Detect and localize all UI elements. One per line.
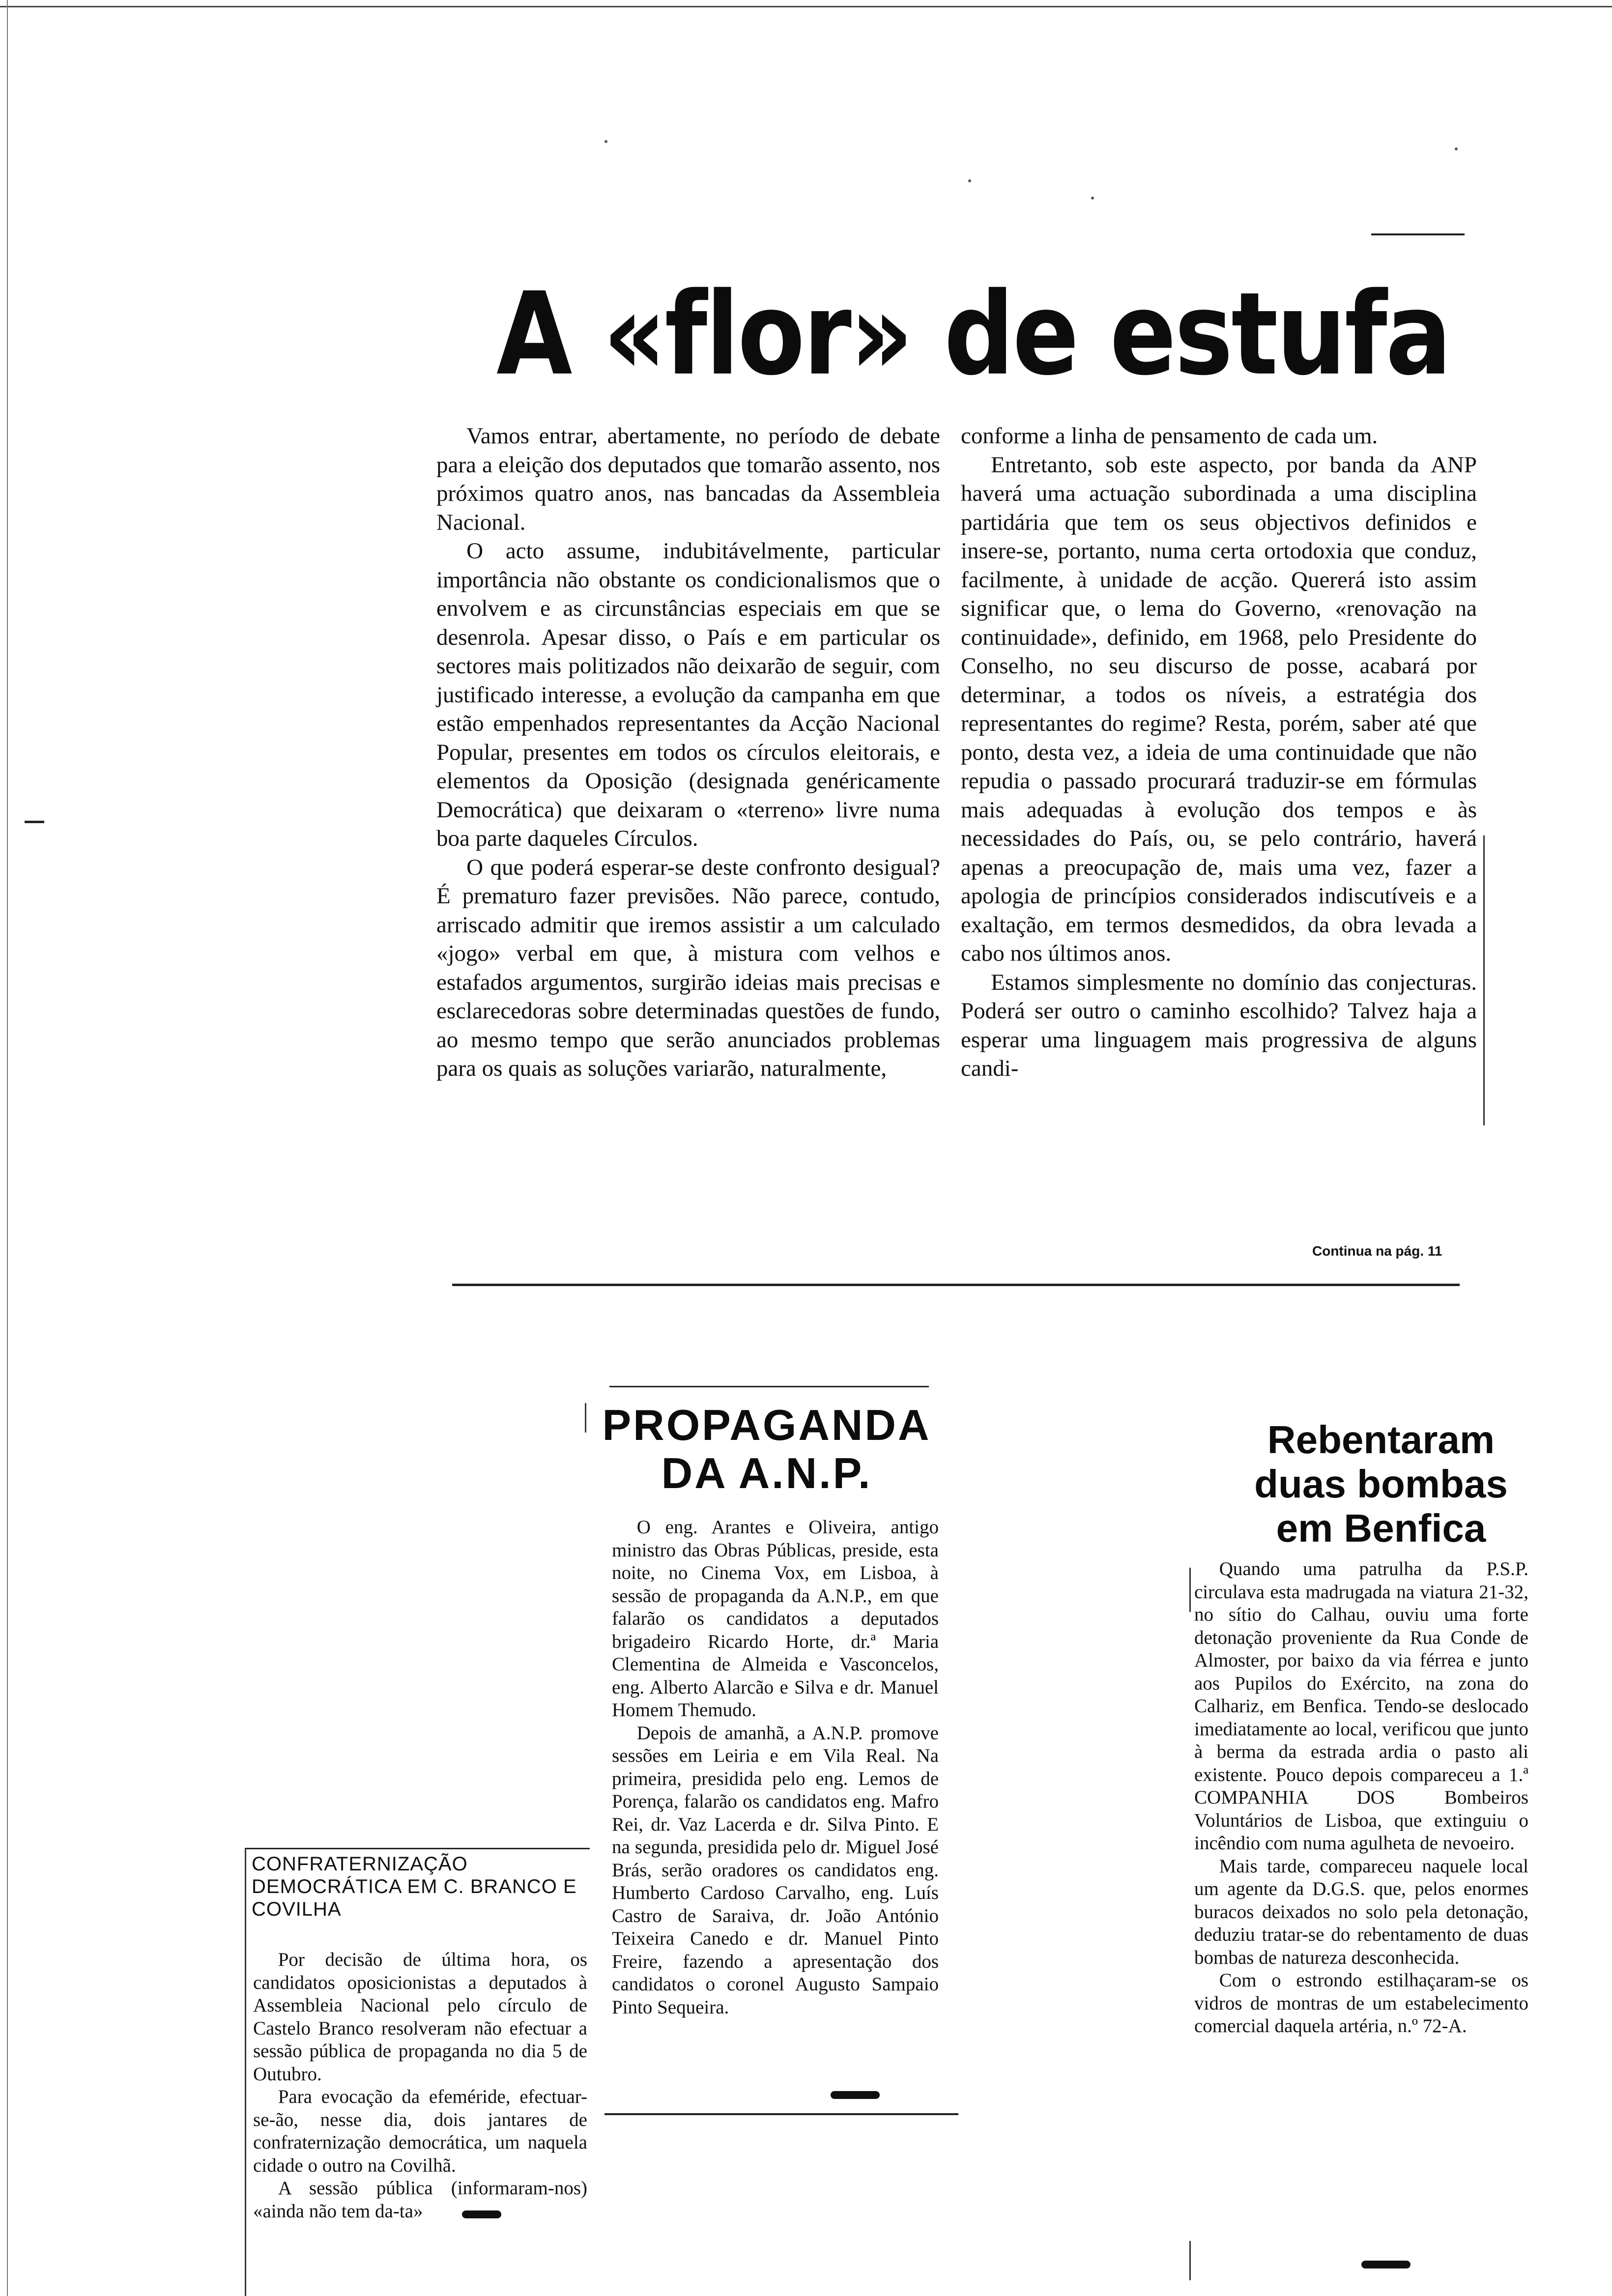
bombas-side-rule-lower (1189, 2241, 1191, 2280)
propaganda-top-rule (609, 1386, 929, 1387)
paragraph: conforme a linha de pensamento de cada um. (961, 423, 1378, 449)
confraternizacao-title: CONFRATERNIZAÇÃO DEMOCRÁTICA EM C. BRANCO E COVILHA (252, 1853, 577, 1920)
propaganda-bottom-rule (604, 2113, 958, 2115)
headline: A «flor» de estufa (496, 268, 1450, 401)
main-article-bottom-rule (452, 1284, 1460, 1286)
paragraph: Quando uma patrulha da P.S.P. circulava esta madrugada na viatura 21-32, no sítio do Calhau, ouviu uma forte detonação proveniente da Rua Conde de Almoster, por baixo da via férrea e junto aos Pupilos do Exército, na zona do Calhariz, em Benfica. Tendo-se deslocado imediatamente ao local, verificou que junto à berma da estrada ardia o pasto ali existente. Pouco depois compareceu a 1.ª COMPANHIA DOS Bombeiros Voluntários de Lisboa, que extinguiu o incêndio com numa agulheta de nevoeiro. (1194, 1558, 1528, 1854)
end-mark (1361, 2261, 1410, 2268)
paragraph: A sessão pública (informaram-nos) «ainda não tem da-ta» (253, 2178, 587, 2222)
paragraph: Para evocação da efeméride, efectuar-se-ão, nesse dia, dois jantares de confraternização democrática, um naquela cidade o outro na Covilhã. (253, 2086, 587, 2176)
paragraph: Com o estrondo estilhaçaram-se os vidros de montras de um estabelecimento comercial daquela artéria, n.º 72-A. (1194, 1970, 1528, 2037)
top-rule (0, 6, 1612, 7)
paragraph: Depois de amanhã, a A.N.P. promove sessões em Leiria e em Vila Real. Na primeira, presidida pelo eng. Lemos de Porença, falarão os candidatos eng. Mafro Rei, dr. Vaz Lacerda e dr. Silva Pinto. E na segunda, presidida pelo dr. Miguel José Brás, serão oradores os candidatos eng. Humberto Cardoso Carvalho, eng. Luís Castro de Saraiva, dr. João António Teixeira Canedo e dr. Manuel Pinto Freire, fazendo a apresentação dos candidatos o coronel Augusto Sampaio Pinto Sequeira. (612, 1722, 939, 2018)
main-article-column-2 (961, 422, 1477, 1083)
box-top-rule (246, 1848, 590, 1849)
main-article-column-1 (436, 422, 940, 1083)
propaganda-title-line-2: DA A.N.P. (661, 1449, 872, 1497)
bombas-title-line-3: em Benfica (1276, 1506, 1486, 1550)
scan-dash (25, 821, 44, 823)
propaganda-title-line-1: PROPAGANDA (602, 1401, 931, 1449)
bombas-side-rule (1189, 1568, 1191, 1612)
end-mark (831, 2091, 880, 2099)
box-left-rule (245, 1848, 246, 2296)
main-article-side-rule (1483, 835, 1485, 1125)
paragraph: Por decisão de última hora, os candidatos oposicionistas a deputados à Assembleia Nacional pelo círculo de Castelo Branco resolveram não efectuar a sessão pública de propaganda no dia 5 de Outubro. (253, 1949, 587, 2085)
headline-top-rule (1371, 233, 1465, 235)
paragraph: Vamos entrar, abertamente, no período de debate para a eleição dos deputados que tomarão assento, nos próximos quatro anos, nas bancadas da Assembleia Nacional. (436, 423, 940, 535)
continued-note: Continua na pág. 11 (1312, 1243, 1442, 1259)
scan-speck (1455, 147, 1458, 150)
paragraph: O acto assume, indubitávelmente, particular importância não obstante os condicionalismos que o envolvem e as circunstâncias especiais em que se desenrola. Apesar disso, o País e em particular os sectores mais politizados não deixarão de seguir, com justificado interesse, a evolução da campanha em que estão empenhados representantes da Acção Nacional Popular, presentes em todos os círculos eleitorais, e elementos da Oposição (designada genéricamente Democrática) que deixaram o «terreno» livre numa boa parte daqueles Círculos. (436, 538, 940, 851)
scan-speck (604, 140, 607, 143)
paragraph: O que poderá esperar-se deste confronto desigual? É prematuro fazer previsões. Não parece, contudo, arriscado admitir que iremos assistir a um calculado «jogo» verbal em que, à mistura com velhos e estafados argumentos, surgirão ideias mais precisas e esclarecedoras sobre determinadas questões de fundo, ao mesmo tempo que serão anunciados problemas para os quais as soluções variarão, naturalmente, (436, 854, 940, 1081)
paragraph: Mais tarde, compareceu naquele local um agente da D.G.S. que, pelos enormes buracos deixados no solo pela detonação, deduziu tratar-se do rebentamento de duas bombas de natureza desconhecida. (1194, 1855, 1528, 1968)
scan-speck (968, 179, 971, 182)
paragraph: O eng. Arantes e Oliveira, antigo ministro das Obras Públicas, preside, esta noite, no Cinema Vox, em Lisboa, à sessão de propaganda da A.N.P., em que falarão os candidatos a deputados brigadeiro Ricardo Horte, dr.ª Maria Clementina de Almeida e Vasconcelos, eng. Alberto Alarcão e Silva e dr. Manuel Homem Themudo. (612, 1517, 939, 1721)
bombas-body (1194, 1558, 1528, 2038)
end-mark (462, 2210, 501, 2218)
paragraph: Entretanto, sob este aspecto, por banda da ANP haverá uma actuação subordinada a uma disciplina partidária que tem os seus objectivos definidos e insere-se, portanto, numa certa ortodoxia que conduz, facilmente, à unidade de acção. Quererá isto assim significar que, o lema do Governo, «renovação na continuidade», definido, em 1968, pelo Presidente do Conselho, no seu discurso de posse, acabará por determinar, a todos os níveis, a estratégia dos representantes do regime? Resta, porém, saber até que ponto, desta vez, a ideia de uma continuidade que não repudia o passado procurará traduzir-se em fórmulas mais adequadas à evolução dos tempos e às necessidades do País, ou, se pelo contrário, haverá apenas a preocupação de, mais uma vez, fazer a apologia de princípios considerados indiscutíveis e a exaltação, em termos desmedidos, da obra levada a cabo nos últimos anos. (961, 452, 1477, 966)
scan-speck (1091, 197, 1094, 200)
paragraph: Estamos simplesmente no domínio das conjecturas. Poderá ser outro o caminho escolhido? Talvez haja a esperar uma linguagem mais progressiva de alguns candi- (961, 969, 1477, 1081)
propaganda-body (612, 1516, 939, 2019)
confraternizacao-body (253, 1949, 587, 2223)
bombas-title-line-2: duas bombas (1254, 1462, 1508, 1506)
bombas-title-line-1: Rebentaram (1267, 1418, 1495, 1462)
propaganda-side-rule (585, 1403, 586, 1433)
left-edge-rule (7, 0, 8, 2296)
